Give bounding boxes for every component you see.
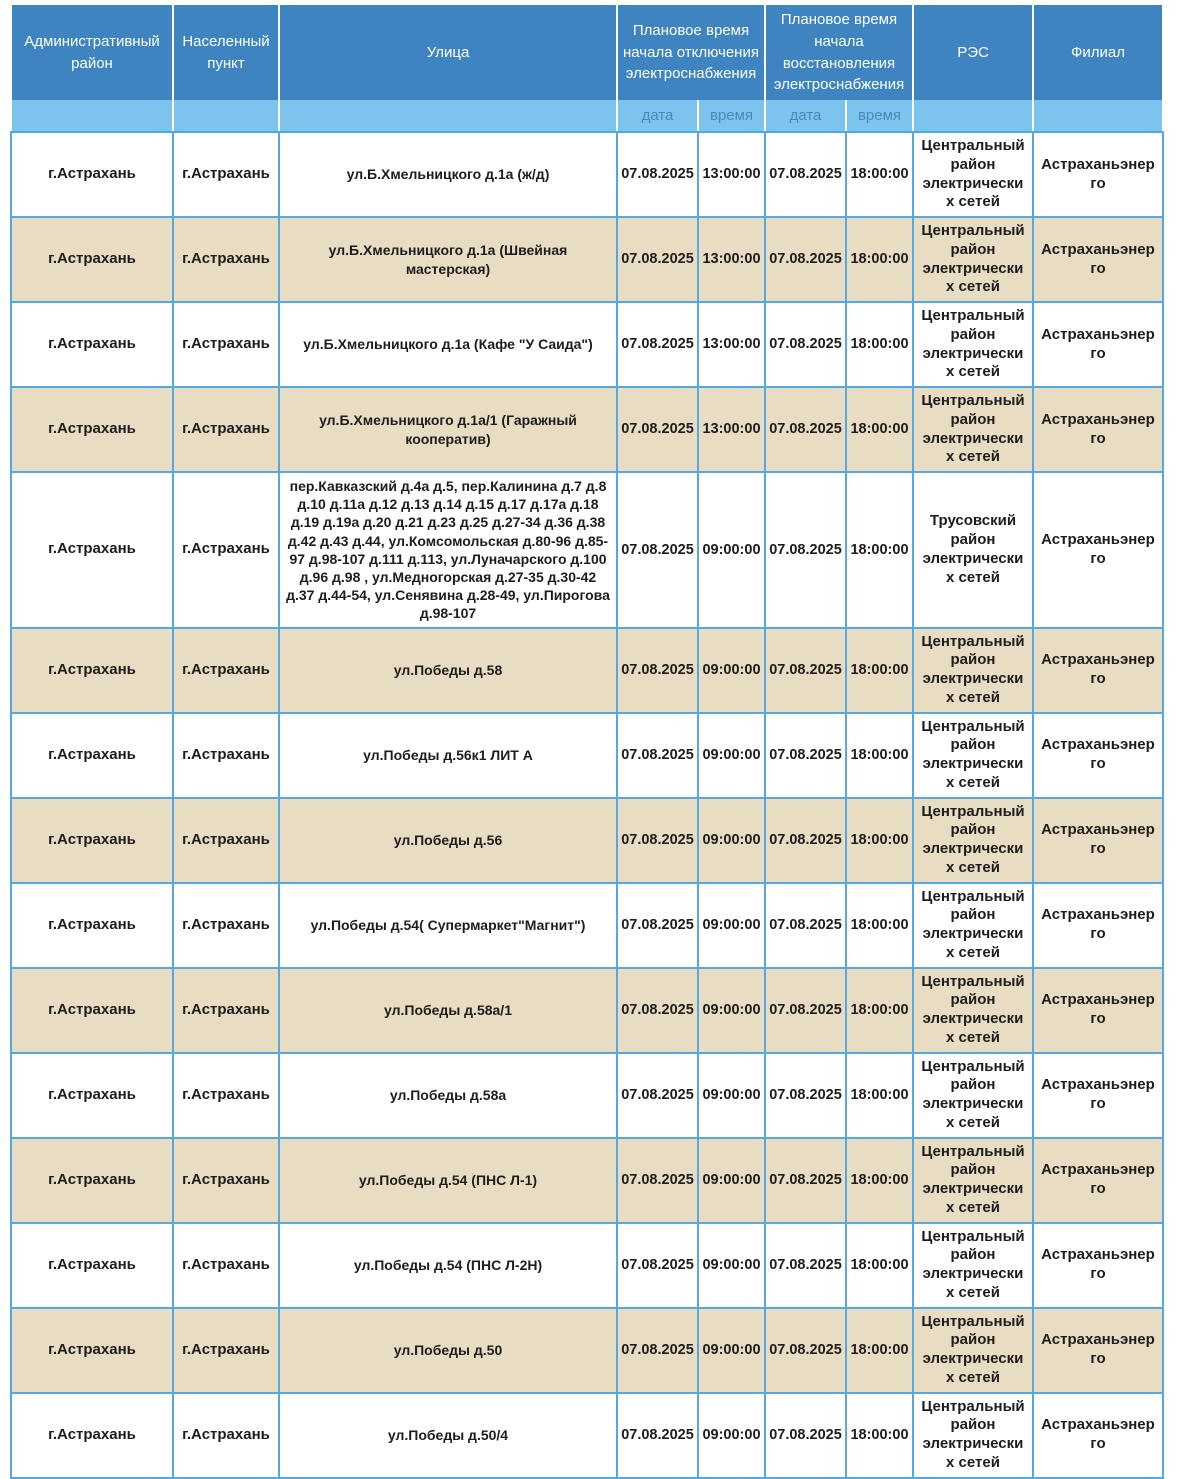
cell-res: Центральный район электрических сетей [913, 1138, 1033, 1223]
cell-restore-date: 07.08.2025 [765, 1308, 846, 1393]
cell-restore-date: 07.08.2025 [765, 968, 846, 1053]
cell-settlement: г.Астрахань [173, 302, 279, 387]
cell-street: ул.Б.Хмельницкого д.1а/1 (Гаражный кооператив) [279, 387, 617, 472]
header-row-groups [11, 5, 1163, 100]
cell-admin-district: г.Астрахань [11, 1393, 173, 1478]
cell-outage-date: 07.08.2025 [617, 1138, 698, 1223]
cell-outage-date: 07.08.2025 [617, 302, 698, 387]
cell-admin-district: г.Астрахань [11, 472, 173, 628]
cell-outage-time: 09:00:00 [698, 1308, 765, 1393]
cell-restore-time: 18:00:00 [846, 798, 913, 883]
cell-street: ул.Б.Хмельницкого д.1а (Кафе "У Саида") [279, 302, 617, 387]
table-body [11, 132, 1163, 1478]
cell-admin-district: г.Астрахань [11, 1138, 173, 1223]
cell-restore-date: 07.08.2025 [765, 1138, 846, 1223]
cell-res: Центральный район электрических сетей [913, 713, 1033, 798]
subheader-outage-time: время [698, 100, 765, 132]
cell-admin-district: г.Астрахань [11, 628, 173, 713]
cell-restore-date: 07.08.2025 [765, 302, 846, 387]
cell-restore-time: 18:00:00 [846, 1053, 913, 1138]
cell-street: ул.Победы д.56 [279, 798, 617, 883]
cell-admin-district: г.Астрахань [11, 798, 173, 883]
cell-restore-time: 18:00:00 [846, 1308, 913, 1393]
cell-admin-district: г.Астрахань [11, 968, 173, 1053]
col-header-admin-district: Административный район [11, 5, 173, 100]
subheader-admin-district-empty [11, 100, 173, 132]
cell-admin-district: г.Астрахань [11, 217, 173, 302]
cell-outage-time: 09:00:00 [698, 1053, 765, 1138]
cell-settlement: г.Астрахань [173, 1138, 279, 1223]
cell-restore-time: 18:00:00 [846, 968, 913, 1053]
table-row [11, 1138, 1163, 1223]
cell-res: Центральный район электрических сетей [913, 968, 1033, 1053]
cell-restore-time: 18:00:00 [846, 302, 913, 387]
cell-restore-date: 07.08.2025 [765, 387, 846, 472]
subheader-settlement-empty [173, 100, 279, 132]
table-row [11, 798, 1163, 883]
cell-settlement: г.Астрахань [173, 713, 279, 798]
cell-restore-time: 18:00:00 [846, 628, 913, 713]
cell-admin-district: г.Астрахань [11, 302, 173, 387]
cell-restore-date: 07.08.2025 [765, 713, 846, 798]
cell-outage-date: 07.08.2025 [617, 968, 698, 1053]
cell-street: ул.Победы д.58а [279, 1053, 617, 1138]
cell-street: ул.Победы д.54( Супермаркет"Магнит") [279, 883, 617, 968]
cell-branch: Астраханьэнерго [1033, 1223, 1163, 1308]
cell-outage-date: 07.08.2025 [617, 713, 698, 798]
cell-street: ул.Победы д.50/4 [279, 1393, 617, 1478]
cell-res: Центральный район электрических сетей [913, 1053, 1033, 1138]
cell-admin-district: г.Астрахань [11, 883, 173, 968]
col-header-branch: Филиал [1033, 5, 1163, 100]
table-row [11, 1393, 1163, 1478]
table-row [11, 713, 1163, 798]
cell-street: ул.Победы д.58а/1 [279, 968, 617, 1053]
cell-restore-date: 07.08.2025 [765, 472, 846, 628]
cell-outage-time: 09:00:00 [698, 713, 765, 798]
cell-outage-date: 07.08.2025 [617, 1053, 698, 1138]
cell-outage-time: 13:00:00 [698, 132, 765, 217]
cell-res: Трусовский район электрических сетей [913, 472, 1033, 628]
table-row [11, 1053, 1163, 1138]
table-row [11, 1308, 1163, 1393]
cell-branch: Астраханьэнерго [1033, 713, 1163, 798]
col-header-settlement: Населенный пункт [173, 5, 279, 100]
cell-outage-time: 09:00:00 [698, 798, 765, 883]
cell-res: Центральный район электрических сетей [913, 302, 1033, 387]
table-row [11, 968, 1163, 1053]
cell-res: Центральный район электрических сетей [913, 628, 1033, 713]
cell-outage-time: 09:00:00 [698, 968, 765, 1053]
cell-branch: Астраханьэнерго [1033, 968, 1163, 1053]
cell-branch: Астраханьэнерго [1033, 472, 1163, 628]
cell-settlement: г.Астрахань [173, 472, 279, 628]
cell-settlement: г.Астрахань [173, 387, 279, 472]
cell-settlement: г.Астрахань [173, 628, 279, 713]
cell-admin-district: г.Астрахань [11, 1308, 173, 1393]
cell-outage-date: 07.08.2025 [617, 387, 698, 472]
cell-branch: Астраханьэнерго [1033, 883, 1163, 968]
cell-outage-date: 07.08.2025 [617, 628, 698, 713]
col-header-outage-start: Плановое время начала отключения электроснабжения [617, 5, 765, 100]
cell-outage-time: 13:00:00 [698, 387, 765, 472]
cell-outage-date: 07.08.2025 [617, 132, 698, 217]
table-row [11, 883, 1163, 968]
cell-branch: Астраханьэнерго [1033, 1393, 1163, 1478]
cell-outage-time: 09:00:00 [698, 1223, 765, 1308]
cell-branch: Астраханьэнерго [1033, 302, 1163, 387]
cell-admin-district: г.Астрахань [11, 713, 173, 798]
cell-restore-time: 18:00:00 [846, 1393, 913, 1478]
cell-branch: Астраханьэнерго [1033, 628, 1163, 713]
cell-settlement: г.Астрахань [173, 883, 279, 968]
col-header-street: Улица [279, 5, 617, 100]
cell-street: пер.Кавказский д.4а д.5, пер.Калинина д.7 д.8 д.10 д.11а д.12 д.13 д.14 д.15 д.17 д.17а д.18 д.19 д.19а д.20 д.21 д.23 д.25 д.27-34 д.36 д.38 д.42 д.43 д.44, ул.Комсомольская д.80-96 д.85-97 д.98-107 д.111 д.113, ул.Луначарского д.100 д.96 д.98 , ул.Медногорская д.27-35 д.30-42 д.37 д.44-54, ул.Сенявина д.28-49, ул.Пирогова д.98-107 [279, 472, 617, 628]
cell-settlement: г.Астрахань [173, 968, 279, 1053]
subheader-restore-time: время [846, 100, 913, 132]
cell-res: Центральный район электрических сетей [913, 1223, 1033, 1308]
cell-admin-district: г.Астрахань [11, 132, 173, 217]
cell-admin-district: г.Астрахань [11, 387, 173, 472]
cell-branch: Астраханьэнерго [1033, 798, 1163, 883]
cell-restore-date: 07.08.2025 [765, 798, 846, 883]
cell-settlement: г.Астрахань [173, 132, 279, 217]
cell-restore-date: 07.08.2025 [765, 883, 846, 968]
cell-settlement: г.Астрахань [173, 1393, 279, 1478]
cell-outage-time: 09:00:00 [698, 628, 765, 713]
cell-res: Центральный район электрических сетей [913, 883, 1033, 968]
table-row [11, 217, 1163, 302]
cell-restore-time: 18:00:00 [846, 1138, 913, 1223]
cell-street: ул.Победы д.54 (ПНС Л-1) [279, 1138, 617, 1223]
col-header-restore-start: Плановое время начала восстановления электроснабжения [765, 5, 913, 100]
cell-branch: Астраханьэнерго [1033, 1138, 1163, 1223]
cell-restore-date: 07.08.2025 [765, 132, 846, 217]
cell-restore-time: 18:00:00 [846, 387, 913, 472]
cell-branch: Астраханьэнерго [1033, 387, 1163, 472]
cell-branch: Астраханьэнерго [1033, 217, 1163, 302]
cell-admin-district: г.Астрахань [11, 1053, 173, 1138]
subheader-restore-date: дата [765, 100, 846, 132]
subheader-branch-empty [1033, 100, 1163, 132]
cell-outage-date: 07.08.2025 [617, 472, 698, 628]
cell-settlement: г.Астрахань [173, 798, 279, 883]
table-row [11, 1223, 1163, 1308]
cell-restore-time: 18:00:00 [846, 713, 913, 798]
cell-restore-time: 18:00:00 [846, 132, 913, 217]
table-row [11, 628, 1163, 713]
cell-street: ул.Б.Хмельницкого д.1а (ж/д) [279, 132, 617, 217]
subheader-street-empty [279, 100, 617, 132]
cell-street: ул.Победы д.50 [279, 1308, 617, 1393]
subheader-outage-date: дата [617, 100, 698, 132]
table-row [11, 132, 1163, 217]
cell-outage-date: 07.08.2025 [617, 217, 698, 302]
cell-settlement: г.Астрахань [173, 217, 279, 302]
cell-restore-time: 18:00:00 [846, 472, 913, 628]
cell-restore-time: 18:00:00 [846, 1223, 913, 1308]
table-row [11, 302, 1163, 387]
cell-outage-date: 07.08.2025 [617, 883, 698, 968]
cell-outage-date: 07.08.2025 [617, 1393, 698, 1478]
outage-schedule-table [10, 5, 1164, 1479]
cell-outage-time: 09:00:00 [698, 1393, 765, 1478]
cell-restore-time: 18:00:00 [846, 883, 913, 968]
table-row [11, 472, 1163, 628]
cell-settlement: г.Астрахань [173, 1053, 279, 1138]
cell-outage-date: 07.08.2025 [617, 1308, 698, 1393]
cell-branch: Астраханьэнерго [1033, 132, 1163, 217]
cell-outage-date: 07.08.2025 [617, 798, 698, 883]
cell-outage-time: 09:00:00 [698, 1138, 765, 1223]
cell-outage-time: 09:00:00 [698, 472, 765, 628]
cell-branch: Астраханьэнерго [1033, 1308, 1163, 1393]
cell-settlement: г.Астрахань [173, 1308, 279, 1393]
cell-street: ул.Победы д.54 (ПНС Л-2Н) [279, 1223, 617, 1308]
cell-outage-date: 07.08.2025 [617, 1223, 698, 1308]
cell-outage-time: 13:00:00 [698, 217, 765, 302]
header-row-sub [11, 100, 1163, 132]
cell-restore-date: 07.08.2025 [765, 1053, 846, 1138]
cell-restore-date: 07.08.2025 [765, 628, 846, 713]
table-header [11, 5, 1163, 132]
col-header-res: РЭС [913, 5, 1033, 100]
cell-res: Центральный район электрических сетей [913, 132, 1033, 217]
cell-settlement: г.Астрахань [173, 1223, 279, 1308]
subheader-res-empty [913, 100, 1033, 132]
cell-res: Центральный район электрических сетей [913, 798, 1033, 883]
cell-restore-date: 07.08.2025 [765, 1393, 846, 1478]
cell-admin-district: г.Астрахань [11, 1223, 173, 1308]
cell-res: Центральный район электрических сетей [913, 387, 1033, 472]
cell-outage-time: 13:00:00 [698, 302, 765, 387]
cell-res: Центральный район электрических сетей [913, 1308, 1033, 1393]
cell-street: ул.Победы д.58 [279, 628, 617, 713]
cell-outage-time: 09:00:00 [698, 883, 765, 968]
cell-branch: Астраханьэнерго [1033, 1053, 1163, 1138]
cell-res: Центральный район электрических сетей [913, 217, 1033, 302]
cell-restore-date: 07.08.2025 [765, 217, 846, 302]
cell-restore-date: 07.08.2025 [765, 1223, 846, 1308]
table-row [11, 387, 1163, 472]
cell-street: ул.Победы д.56к1 ЛИТ А [279, 713, 617, 798]
cell-res: Центральный район электрических сетей [913, 1393, 1033, 1478]
cell-restore-time: 18:00:00 [846, 217, 913, 302]
cell-street: ул.Б.Хмельницкого д.1а (Швейная мастерская) [279, 217, 617, 302]
